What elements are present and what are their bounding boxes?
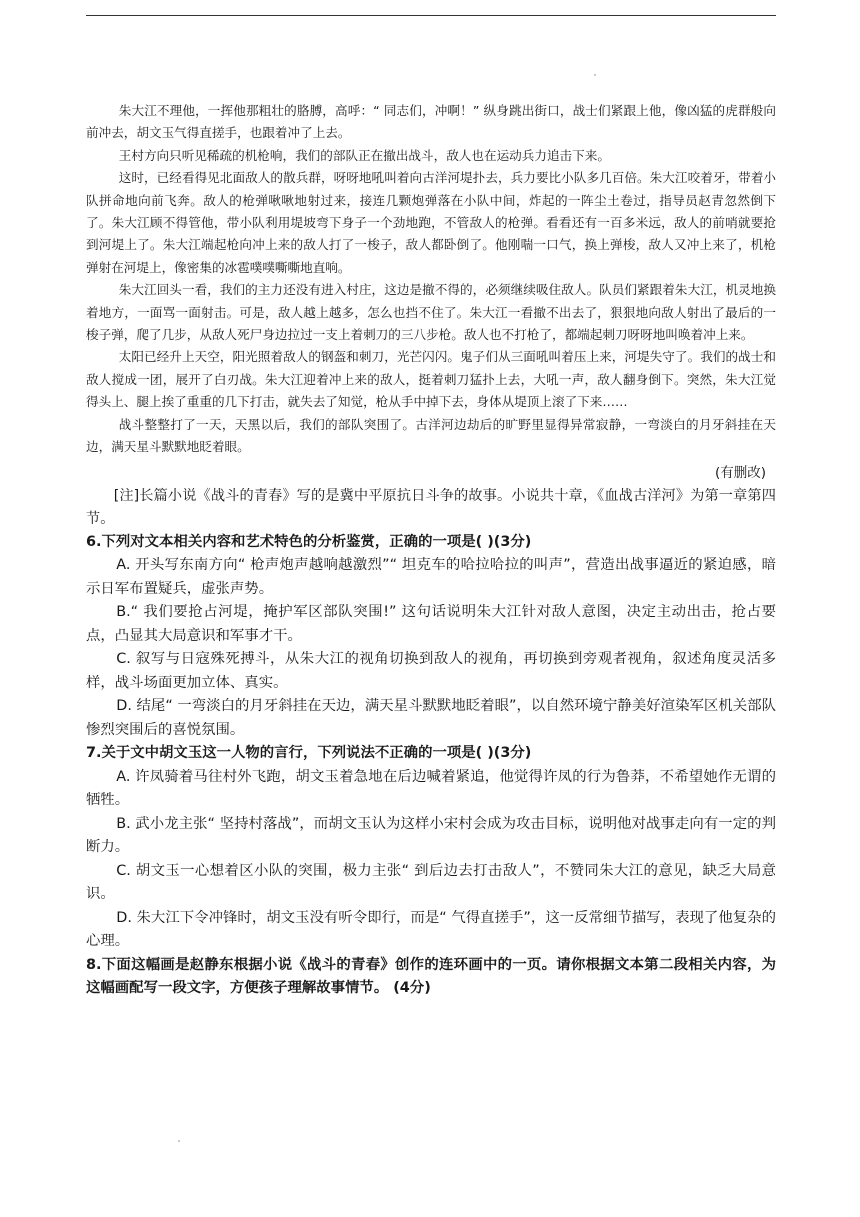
- story-paragraph: 朱大江回头一看，我们的主力还没有进入村庄，这边是撤不得的，必须继续吸住敌人。队员们紧跟着朱大江，机灵地换着地方，一面骂一面射击。可是，敌人越上越多，怎么也挡不住了。朱大江一看撤不出去了，狠狠地向敌人射出了最后的一梭子弹，爬了几步，从敌人死尸身边拉过一支上着刺刀的三八步枪。敌人也不打枪了，都端起刺刀呀呀地叫唤着冲上来。: [86, 282, 776, 343]
- option-d: D. 结尾“ 一弯淡白的月牙斜挂在天边，满天星斗默默地眨着眼”，以自然环境宁静美好渲染军区机关部队惨烈突围后的喜悦氛围。: [86, 698, 776, 738]
- question-6: [86, 531, 776, 743]
- source-note: (有删改): [714, 464, 766, 481]
- question-stem: 8.下面这幅画是赵静东根据小说《战斗的青春》创作的连环画中的一页。请你根据文本第二段相关内容，为这幅画配写一段文字，方便孩子理解故事情节。 (4分): [86, 956, 776, 996]
- option-a: A. 许凤骑着马往村外飞跑，胡文玉着急地在后边喊着紧追，他觉得许凤的行为鲁莽，不希望她作无谓的牺牲。: [86, 768, 776, 808]
- story-paragraph: 战斗整整打了一天，天黑以后，我们的部队突围了。古洋河边劫后的旷野里显得异常寂静，一弯淡白的月牙斜挂在天边，满天星斗默默地眨着眼。: [86, 416, 776, 455]
- question-stem: 7.关于文中胡文玉这一人物的言行，下列说法不正确的一项是( )(3分): [86, 745, 532, 761]
- question-7: [86, 742, 776, 954]
- option-b: B.“ 我们要抢占河堤，掩护军区部队突围!” 这句话说明朱大江针对敌人意图，决定主动出击，抢占要点，凸显其大局意识和军事才干。: [86, 604, 776, 644]
- story-paragraph: 太阳已经升上天空，阳光照着敌人的钢盔和刺刀，光芒闪闪。鬼子们从三面吼叫着压上来，河堤失守了。我们的战士和敌人搅成一团，展开了白刃战。朱大江迎着冲上来的敌人，挺着刺刀猛扑上去，大吼一声，敌人翻身倒下。突然，朱大江觉得头上、腿上挨了重重的几下打击，就失去了知觉，枪从手中掉下去，身体从堤顶上滚了下来……: [86, 349, 776, 410]
- story-excerpt: [86, 100, 776, 459]
- story-paragraph: 朱大江不理他，一挥他那粗壮的胳膊，高呼：“ 同志们，冲啊！” 纵身跳出街口，战士们紧跟上他，像凶猛的虎群般向前冲去，胡文玉气得直搓手，也跟着冲了上去。: [86, 103, 776, 141]
- question-8: [86, 954, 776, 1001]
- option-d: D. 朱大江下令冲锋时，胡文玉没有听令即行，而是“ 气得直搓手”，这一反常细节描写，表现了他复杂的心理。: [86, 909, 776, 949]
- header-rule: [86, 15, 776, 16]
- story-paragraph: 王村方向只听见稀疏的机枪响，我们的部队正在撤出战斗，敌人也在运动兵力追击下来。: [118, 147, 610, 163]
- document-body: [86, 100, 776, 1001]
- footnote: [注]长篇小说《战斗的青春》写的是冀中平原抗日斗争的故事。小说共十章，《血战古洋河》为第一章第四节。: [86, 487, 776, 527]
- scan-speck: [178, 1140, 180, 1142]
- question-stem: 6.下列对文本相关内容和艺术特色的分析鉴赏，正确的一项是( )(3分): [86, 533, 532, 550]
- option-c: C. 叙写与日寇殊死搏斗，从朱大江的视角切换到敌人的视角，再切换到旁观者视角，叙述角度灵活多样，战斗场面更加立体、真实。: [86, 651, 776, 691]
- option-b: B. 武小龙主张“ 坚持村落战”，而胡文玉认为这样小宋村会成为攻击目标，说明他对战事走向有一定的判断力。: [86, 815, 776, 855]
- scan-speck: [594, 74, 596, 76]
- option-a: A. 开头写东南方向“ 枪声炮声越响越激烈”“ 坦克车的哈拉哈拉的叫声”，营造出战事逼近的紧迫感，暗示日军布置疑兵，虚张声势。: [86, 557, 776, 597]
- story-paragraph: 这时，已经看得见北面敌人的散兵群，呀呀地吼叫着向古洋河堤扑去，兵力要比小队多几百倍。朱大江咬着牙，带着小队拼命地向前飞奔。敌人的枪弹啾啾地射过来，接连几颗炮弹落在小队中间，炸起的一阵尘土卷过，指导员赵青忽然倒下了。朱大江顾不得管他，带小队利用堤坡弯下身子一个劲地跑，不管敌人的枪弹。看看还有一百多米远，敌人的前哨就要抢到河堤上了。朱大江端起枪向冲上来的敌人打了一梭子，敌人都卧倒了。他刚喘一口气，换上弹梭，敌人又冲上来了，机枪弹射在河堤上，像密集的冰雹噗噗嘶嘶地直响。: [86, 170, 776, 275]
- option-c: C. 胡文玉一心想着区小队的突围，极力主张“ 到后边去打击敌人”，不赞同朱大江的意见，缺乏大局意识。: [86, 862, 776, 902]
